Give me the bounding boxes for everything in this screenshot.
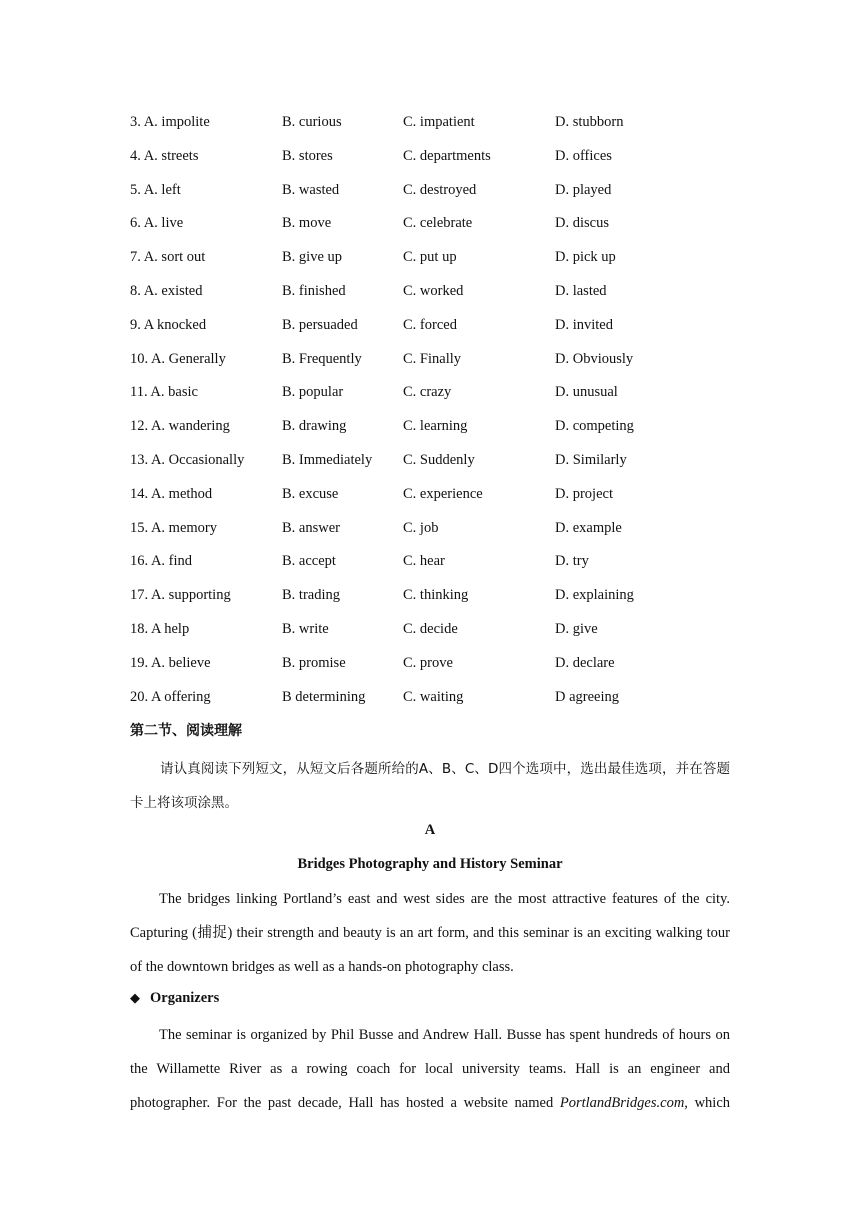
option-d: D. explaining: [555, 587, 634, 604]
option-row: [130, 518, 740, 552]
option-d: D. give: [555, 620, 598, 637]
option-row: [130, 619, 740, 653]
option-a: 12. A. wandering: [130, 418, 230, 435]
option-row: [130, 416, 740, 450]
option-b: B. write: [282, 620, 329, 637]
option-b: B. drawing: [282, 418, 347, 435]
option-row: [130, 112, 740, 146]
option-b: B. Immediately: [282, 451, 373, 468]
option-a: 8. A. existed: [130, 282, 203, 299]
organizers-text: The seminar is organized by Phil Busse and Andrew Hall. Busse has spent hundreds of hours on the Willamette River as a rowing coach for local university teams. Hall is an engineer and photographer. For the past decade, Hall has hosted a website named: [130, 1027, 730, 1111]
option-a: 13. A. Occasionally: [130, 451, 245, 468]
option-b: B. excuse: [282, 485, 339, 502]
option-d: D. example: [555, 519, 622, 536]
section-heading: 第二节、阅读理解: [130, 723, 242, 739]
option-c: C. forced: [403, 316, 457, 333]
option-c: C. decide: [403, 620, 458, 637]
option-b: B. wasted: [282, 181, 340, 198]
option-d: D. discus: [555, 215, 609, 232]
passage-intro-paragraph: The bridges linking Portland’s east and west sides are the most attractive features of the city. Capturing (捕捉) their strength and beauty is an art form, and this seminar is an exciting walking tour of the downtown bridges as well as a hands-on photography class.: [130, 891, 730, 975]
organizers-subheading: [130, 990, 219, 1007]
option-a: 11. A. basic: [130, 384, 198, 401]
option-b: B. stores: [282, 147, 333, 164]
option-row: [130, 315, 740, 349]
option-row: [130, 180, 740, 214]
option-b: B. persuaded: [282, 316, 358, 333]
option-d: D. unusual: [555, 384, 618, 401]
option-d: D. Obviously: [555, 350, 634, 367]
option-c: C. impatient: [403, 114, 475, 130]
option-a: 10. A. Generally: [130, 350, 226, 367]
section-instructions: 请认真阅读下列短文，从短文后各题所给的A、B、C、D四个选项中，选出最佳选项，并在答题卡上将该项涂黑。: [130, 761, 730, 811]
option-d: D. played: [555, 181, 612, 198]
passage-title: Bridges Photography and History Seminar: [297, 856, 563, 872]
option-b: B. popular: [282, 384, 344, 401]
option-b: B. move: [282, 215, 332, 232]
option-b: B. accept: [282, 553, 336, 570]
option-c: C. waiting: [403, 688, 464, 705]
option-row: [130, 247, 740, 281]
option-a: 6. A. live: [130, 215, 184, 232]
option-d: D. lasted: [555, 282, 607, 299]
option-row: [130, 146, 740, 180]
organizers-text-tail: , which: [684, 1095, 731, 1111]
option-d: D. declare: [555, 654, 615, 671]
option-a: 4. A. streets: [130, 147, 199, 164]
answer-options-list: [130, 112, 740, 720]
option-c: C. crazy: [403, 384, 452, 401]
option-c: C. put up: [403, 249, 457, 266]
option-d: D. stubborn: [555, 114, 624, 130]
option-b: B. give up: [282, 249, 343, 266]
option-a: 18. A help: [130, 620, 190, 637]
option-row: [130, 653, 740, 687]
option-b: B. trading: [282, 587, 340, 604]
option-d: D. competing: [555, 418, 634, 435]
option-row: [130, 281, 740, 315]
option-b: B. answer: [282, 519, 340, 536]
option-c: C. thinking: [403, 587, 469, 604]
option-row: [130, 687, 740, 721]
option-d: D. pick up: [555, 249, 616, 266]
organizers-heading-text: Organizers: [150, 990, 220, 1006]
option-d: D. invited: [555, 316, 613, 333]
website-name: PortlandBridges.com: [559, 1095, 685, 1111]
option-c: C. prove: [403, 654, 453, 671]
option-a: 20. A offering: [130, 688, 211, 705]
option-a: 15. A. memory: [130, 519, 217, 536]
option-b: B. Frequently: [282, 350, 362, 367]
option-row: [130, 382, 740, 416]
option-b: B. curious: [282, 114, 342, 130]
option-a: 19. A. believe: [130, 654, 211, 671]
option-d: D. project: [555, 485, 613, 502]
option-b: B determining: [282, 688, 366, 705]
option-row: [130, 484, 740, 518]
option-c: C. learning: [403, 418, 468, 435]
option-row: [130, 585, 740, 619]
option-d: D. try: [555, 553, 589, 570]
option-row: [130, 551, 740, 585]
option-a: 16. A. find: [130, 553, 193, 570]
option-row: [130, 349, 740, 383]
option-c: C. Suddenly: [403, 451, 475, 468]
passage-label: A: [424, 822, 436, 838]
option-c: C. worked: [403, 282, 464, 299]
option-c: C. job: [403, 519, 439, 536]
diamond-bullet-icon: ◆: [130, 990, 140, 1005]
option-d: D. Similarly: [555, 451, 627, 468]
option-c: C. hear: [403, 553, 445, 570]
option-c: C. celebrate: [403, 215, 473, 232]
option-c: C. destroyed: [403, 181, 477, 198]
organizers-paragraph: [130, 1018, 730, 1154]
option-b: B. promise: [282, 654, 346, 671]
option-c: C. experience: [403, 485, 483, 502]
option-b: B. finished: [282, 282, 346, 299]
option-a: 17. A. supporting: [130, 587, 231, 604]
option-a: 14. A. method: [130, 485, 213, 502]
option-a: 5. A. left: [130, 181, 181, 198]
option-c: C. departments: [403, 147, 491, 164]
option-a: 3. A. impolite: [130, 114, 210, 130]
option-a: 9. A knocked: [130, 316, 207, 333]
option-d: D. offices: [555, 147, 612, 164]
option-c: C. Finally: [403, 350, 462, 367]
option-d: D agreeing: [555, 688, 620, 705]
option-a: 7. A. sort out: [130, 249, 206, 266]
option-row: [130, 450, 740, 484]
option-row: [130, 213, 740, 247]
